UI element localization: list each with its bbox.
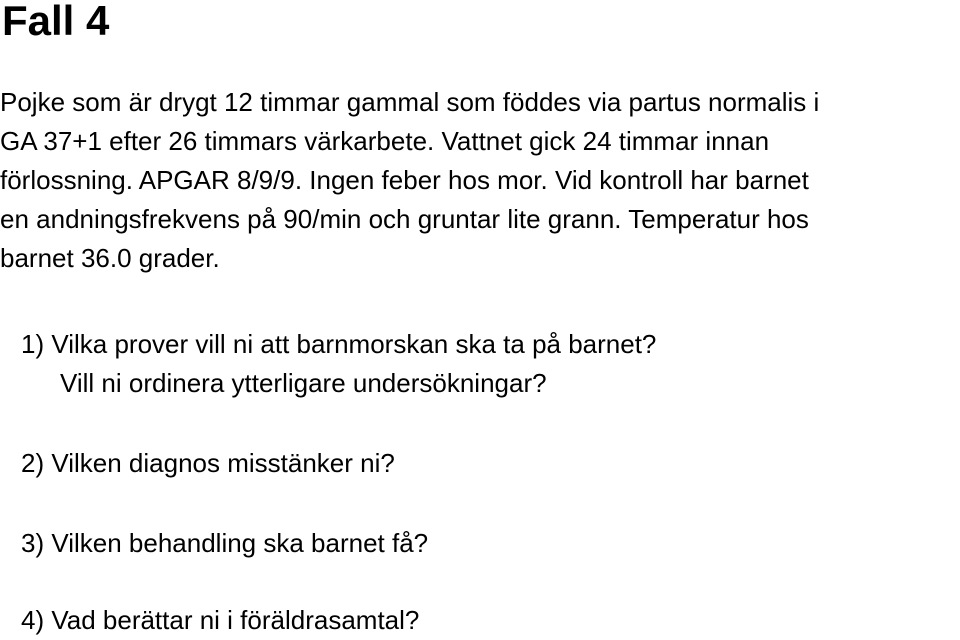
case-line: GA 37+1 efter 26 timmars värkarbete. Vattnet gick 24 timmar innan: [0, 126, 770, 156]
question-1: 1) Vilka prover vill ni att barnmorskan ska ta på barnet?: [21, 329, 657, 359]
case-line: barnet 36.0 grader.: [0, 243, 220, 273]
case-line: en andningsfrekvens på 90/min och gruntar lite grann. Temperatur hos: [0, 204, 809, 234]
slide-title: Fall 4: [2, 0, 110, 44]
question-4: 4) Vad berättar ni i föräldrasamtal?: [21, 605, 420, 635]
question-3: 3) Vilken behandling ska barnet få?: [21, 528, 429, 558]
case-line: förlossning. APGAR 8/9/9. Ingen feber hos mor. Vid kontroll har barnet: [0, 165, 809, 195]
case-line: Pojke som är drygt 12 timmar gammal som föddes via partus normalis i: [0, 87, 820, 117]
question-2: 2) Vilken diagnos misstänker ni?: [21, 448, 395, 478]
question-1-continuation: Vill ni ordinera ytterligare undersökningar?: [60, 368, 547, 398]
